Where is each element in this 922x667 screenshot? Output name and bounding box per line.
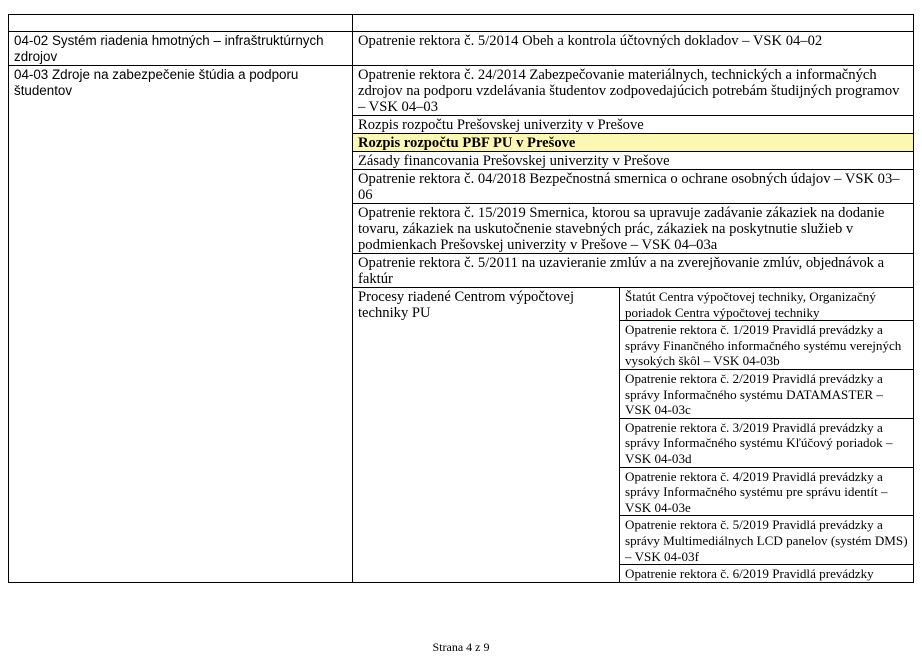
page-footer: Strana 4 z 9	[432, 640, 490, 654]
document-cell: Opatrenie rektora č. 24/2014 Zabezpečovanie materiálnych, technických a informačných zdrojov na podporu vzdelávania študentov zodpovedajúcich potrebám študijných programov – VSK 04–03	[353, 66, 914, 116]
process-cell: 04-02 Systém riadenia hmotných – infraštruktúrnych zdrojov	[9, 32, 353, 66]
sub-document-cell: Štatút Centra výpočtovej techniky, Organizačný poriadok Centra výpočtovej techniky	[620, 288, 914, 321]
table-row	[9, 15, 914, 32]
table-row	[9, 66, 914, 116]
document-cell: Opatrenie rektora č. 5/2014 Obeh a kontrola účtovných dokladov – VSK 04–02	[353, 32, 914, 66]
sub-document-cell: Opatrenie rektora č. 2/2019 Pravidlá prevádzky a správy Informačného systému DATAMASTER – VSK 04-03c	[620, 369, 914, 418]
highlighted-document-cell: Rozpis rozpočtu PBF PU v Prešove	[353, 134, 914, 152]
document-cell: Opatrenie rektora č. 5/2011 na uzavieranie zmlúv a na zverejňovanie zmlúv, objednávok a faktúr	[353, 254, 914, 288]
process-table	[8, 14, 914, 583]
table-row	[9, 32, 914, 66]
document-cell: Rozpis rozpočtu Prešovskej univerzity v Prešove	[353, 116, 914, 134]
sub-document-cell: Opatrenie rektora č. 3/2019 Pravidlá prevádzky a správy Informačného systému Kľúčový poriadok – VSK 04-03d	[620, 418, 914, 467]
sub-document-cell: Opatrenie rektora č. 5/2019 Pravidlá prevádzky a správy Multimediálnych LCD panelov (systém DMS) – VSK 04-03f	[620, 516, 914, 565]
empty-cell	[353, 15, 914, 32]
empty-cell	[9, 15, 353, 32]
sub-document-cell: Opatrenie rektora č. 4/2019 Pravidlá prevádzky a správy Informačného systému pre správu identít – VSK 04-03e	[620, 467, 914, 516]
document-page	[8, 14, 913, 583]
process-cell: 04-03 Zdroje na zabezpečenie štúdia a podporu študentov	[9, 66, 353, 583]
document-cell: Opatrenie rektora č. 04/2018 Bezpečnostná smernica o ochrane osobných údajov – VSK 03–06	[353, 170, 914, 204]
sub-document-cell: Opatrenie rektora č. 6/2019 Pravidlá prevádzky	[620, 565, 914, 583]
document-cell: Opatrenie rektora č. 15/2019 Smernica, ktorou sa upravuje zadávanie zákaziek na dodanie tovaru, zákaziek na uskutočnenie stavebných prác, zákaziek na poskytnutie služieb v podmienkach Prešovskej univerzity v Prešove – VSK 04–03a	[353, 204, 914, 254]
processes-label-cell: Procesy riadené Centrom výpočtovej techniky PU	[353, 288, 620, 583]
document-cell: Zásady financovania Prešovskej univerzity v Prešove	[353, 152, 914, 170]
sub-document-cell: Opatrenie rektora č. 1/2019 Pravidlá prevádzky a správy Finančného informačného systému verejných vysokých škôl – VSK 04-03b	[620, 321, 914, 370]
